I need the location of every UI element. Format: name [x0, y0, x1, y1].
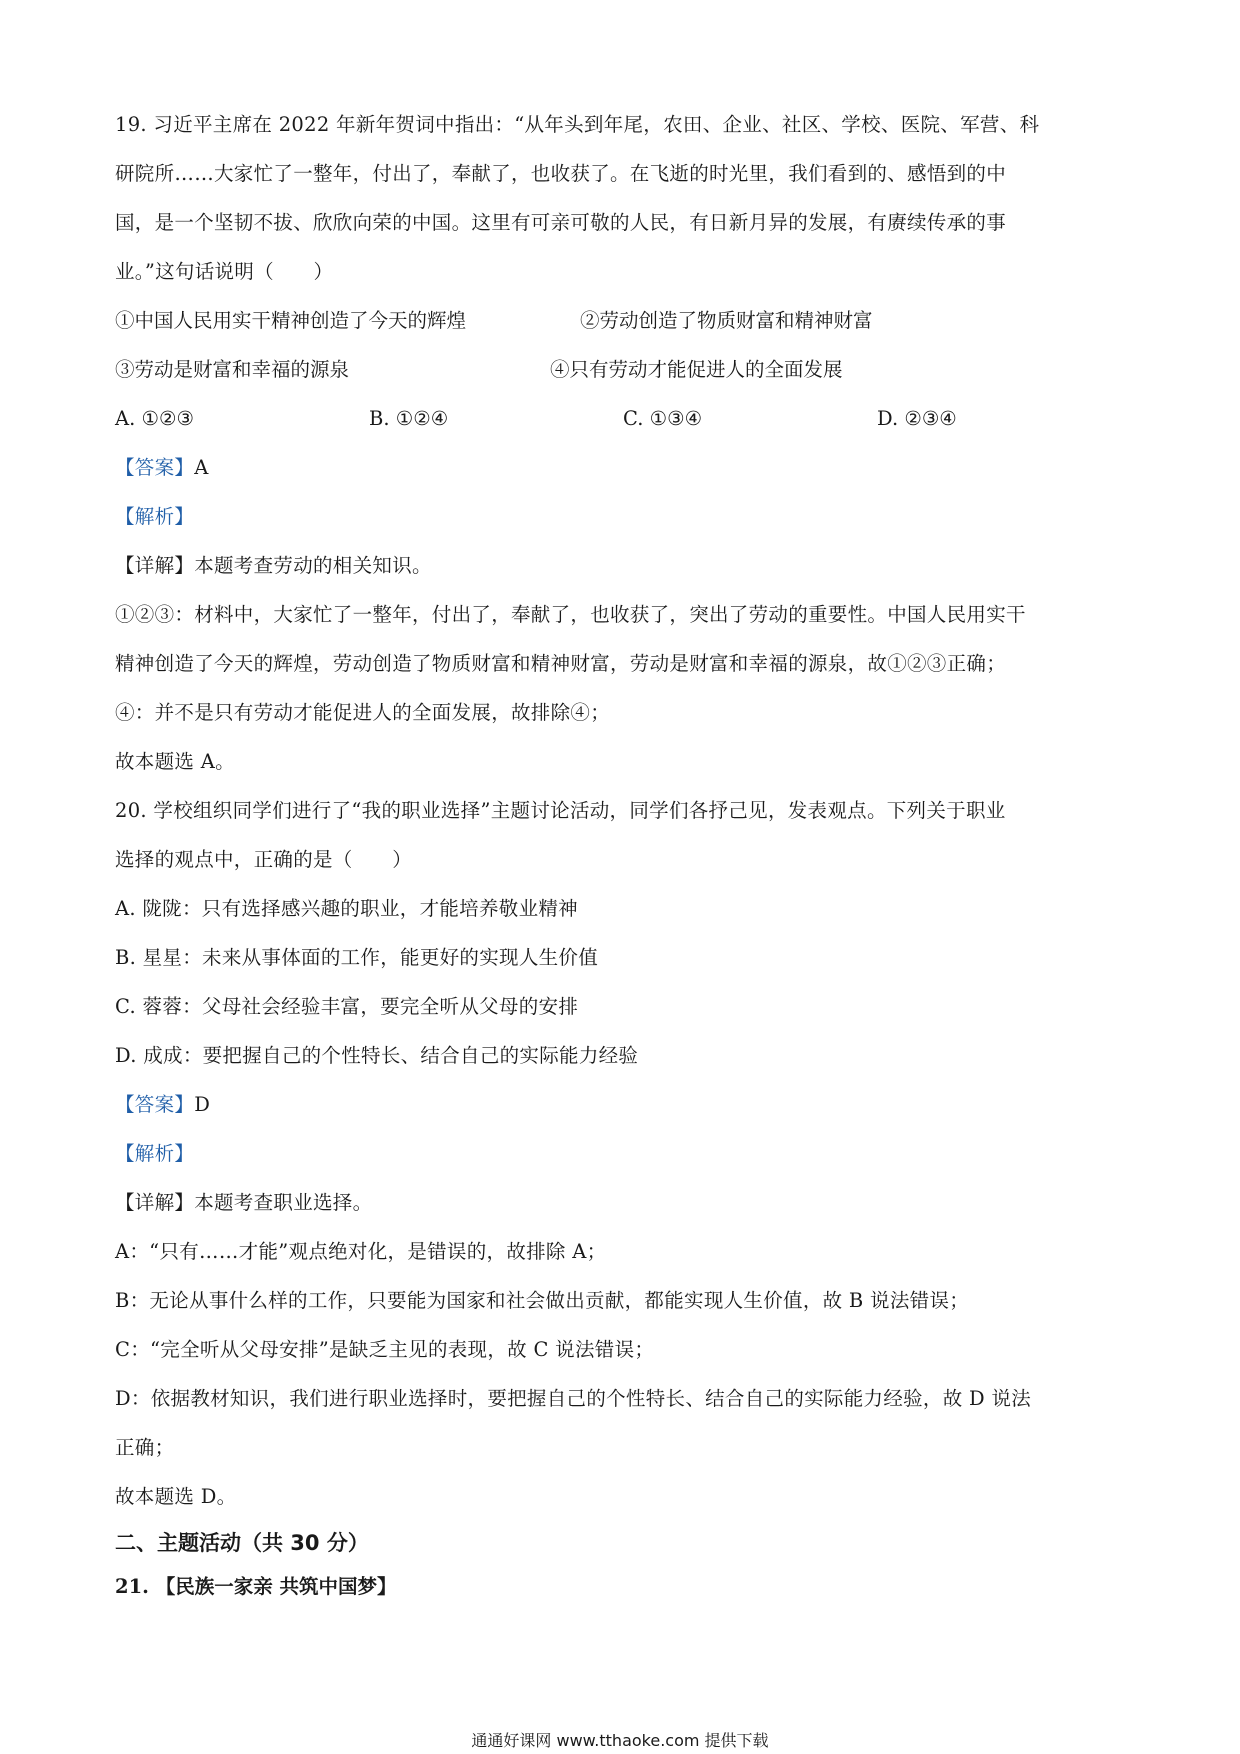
q19-detail-tag: 【详解】	[115, 554, 195, 577]
section-2-title: 二、主题活动（共 30 分）	[115, 1531, 369, 1555]
q19-analysis-tag: 【解析】	[115, 505, 195, 528]
question-21-title: 21. 【民族一家亲 共筑中国梦】	[115, 1575, 397, 1598]
q20-explanation-line: 故本题选 D。	[115, 1485, 237, 1508]
question-20	[115, 786, 1135, 1521]
document-content	[115, 100, 1135, 1609]
q19-answer-tag: 【答案】	[115, 456, 195, 479]
q19-stem-line: 业。”这句话说明（ ）	[115, 260, 334, 283]
q19-option-b: B. ①②④	[369, 407, 449, 430]
q19-option-d: D. ②③④	[877, 407, 957, 430]
q20-answer-value: D	[194, 1093, 211, 1116]
q19-explanation-line: ①②③：材料中，大家忙了一整年，付出了，奉献了，也收获了，突出了劳动的重要性。中国人民用实干	[115, 603, 1026, 626]
q20-stem-line: 选择的观点中，正确的是（ ）	[115, 848, 413, 871]
q19-statement-1: ①中国人民用实干精神创造了今天的辉煌	[115, 309, 467, 332]
q19-statements-row-1	[115, 296, 1135, 345]
q20-option-d: D. 成成：要把握自己的个性特长、结合自己的实际能力经验	[115, 1044, 639, 1067]
q19-detail	[115, 541, 1135, 590]
q20-explanation-line: C：“完全听从父母安排”是缺乏主见的表现，故 C 说法错误；	[115, 1338, 655, 1361]
q19-stem-line: 国，是一个坚韧不拔、欣欣向荣的中国。这里有可亲可敬的人民，有日新月异的发展，有赓续传承的事	[115, 211, 1007, 234]
page-footer: 通通好课网 www.tthaoke.com 提供下载	[471, 1731, 769, 1750]
q19-statement-4: ④只有劳动才能促进人的全面发展	[550, 358, 843, 381]
q20-answer	[115, 1080, 1135, 1129]
q19-statement-3: ③劳动是财富和幸福的源泉	[115, 358, 350, 381]
q19-detail-intro: 本题考查劳动的相关知识。	[194, 554, 432, 577]
q20-explanation-line: 正确；	[115, 1436, 175, 1459]
q19-answer	[115, 443, 1135, 492]
q19-stem-line: 19. 习近平主席在 2022 年新年贺词中指出：“从年头到年尾，农田、企业、社区、学校、医院、军营、科	[115, 113, 1040, 136]
q19-stem-line: 研院所……大家忙了一整年，付出了，奉献了，也收获了。在飞逝的时光里，我们看到的、感悟到的中	[115, 162, 1007, 185]
q20-detail-tag: 【详解】	[115, 1191, 195, 1214]
q19-explanation-line: 精神创造了今天的辉煌，劳动创造了物质财富和精神财富，劳动是财富和幸福的源泉，故①②③正确；	[115, 652, 1007, 675]
q20-option-c: C. 蓉蓉：父母社会经验丰富，要完全听从父母的安排	[115, 995, 579, 1018]
q20-analysis-tag: 【解析】	[115, 1142, 195, 1165]
q20-analysis	[115, 1129, 1135, 1178]
q20-detail-intro: 本题考查职业选择。	[194, 1191, 373, 1214]
q19-answer-value: A	[194, 456, 209, 479]
q19-analysis	[115, 492, 1135, 541]
q20-explanation-line: B：无论从事什么样的工作，只要能为国家和社会做出贡献，都能实现人生价值，故 B 说法错误；	[115, 1289, 970, 1312]
q19-option-a: A. ①②③	[115, 407, 194, 430]
q19-statement-2: ②劳动创造了物质财富和精神财富	[580, 309, 873, 332]
q19-explanation-line: ④：并不是只有劳动才能促进人的全面发展，故排除④；	[115, 701, 611, 724]
q20-explanation-line: D：依据教材知识，我们进行职业选择时，要把握自己的个性特长、结合自己的实际能力经验，故 D 说法	[115, 1387, 1032, 1410]
question-19	[115, 100, 1135, 786]
q19-explanation-line: 故本题选 A。	[115, 750, 235, 773]
q20-stem-line: 20. 学校组织同学们进行了“我的职业选择”主题讨论活动，同学们各抒己见，发表观点。下列关于职业	[115, 799, 1006, 822]
q20-option-b: B. 星星：未来从事体面的工作，能更好的实现人生价值	[115, 946, 599, 969]
q19-statements-row-2	[115, 345, 1135, 394]
q19-option-c: C. ①③④	[623, 407, 703, 430]
q20-option-a: A. 陇陇：只有选择感兴趣的职业，才能培养敬业精神	[115, 897, 578, 920]
q20-detail	[115, 1178, 1135, 1227]
q20-explanation-line: A：“只有……才能”观点绝对化，是错误的，故排除 A；	[115, 1240, 607, 1263]
q20-answer-tag: 【答案】	[115, 1093, 195, 1116]
q19-options-row	[115, 394, 1135, 443]
